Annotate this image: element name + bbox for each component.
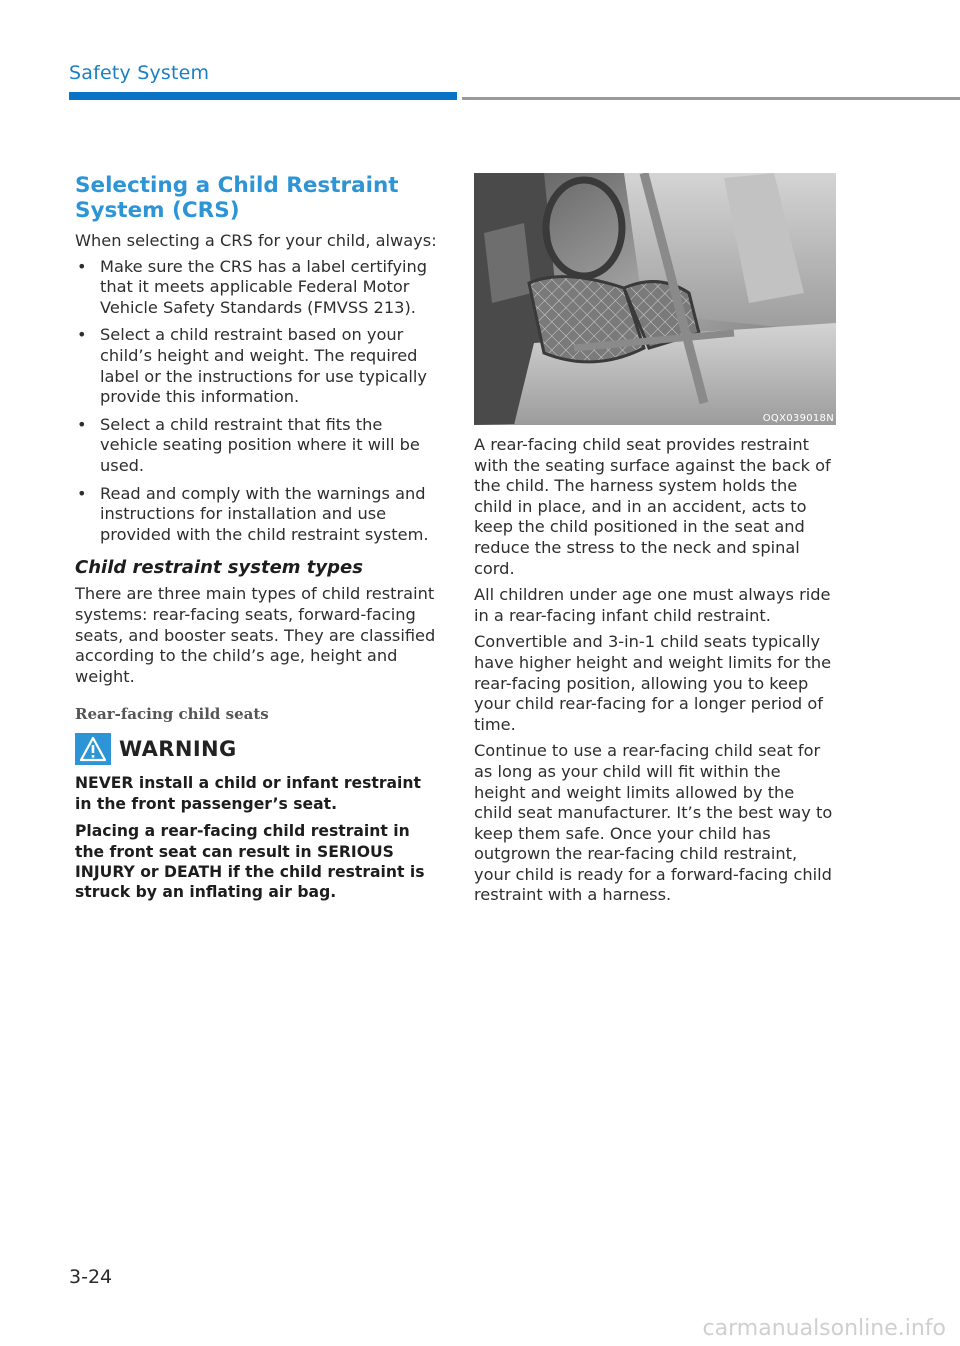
list-item-text: Make sure the CRS has a label certifying that it meets applicable Federal Motor Vehicle Safety Standards (FMVSS 213). — [100, 256, 428, 317]
paragraph: Convertible and 3-in-1 child seats typically have higher height and weight limits for the rear-facing position, allowing you to keep your child rear-facing for a longer period of time. — [474, 632, 832, 734]
header-rule-gray — [462, 97, 960, 100]
warning-text-2: Placing a rear-facing child restraint in the front seat can result in SERIOUS INJURY or DEATH if the child restraint is struck by an inflating air bag. — [75, 822, 425, 902]
list-item-text: Read and comply with the warnings and instructions for installation and use provided with the child restraint system. — [100, 483, 429, 544]
types-text: There are three main types of child restraint systems: rear-facing seats, forward-facing seats, and booster seats. They are classified according to the child’s age, height and weight. — [75, 584, 436, 686]
right-text — [474, 435, 836, 906]
warning-triangle-icon — [75, 733, 111, 765]
warning-label: WARNING — [119, 737, 237, 762]
list-item — [75, 325, 440, 407]
page-header-title: Safety System — [69, 62, 210, 84]
bullet-icon: • — [77, 256, 87, 276]
paragraph: All children under age one must always ride in a rear-facing infant child restraint. — [474, 585, 831, 625]
bullet-icon: • — [77, 483, 87, 503]
list-item — [75, 484, 440, 546]
right-column — [474, 173, 836, 912]
car-seat-photo — [474, 173, 836, 425]
page-number: 3-24 — [69, 1266, 113, 1288]
left-column — [75, 173, 440, 910]
list-item — [75, 415, 440, 477]
requirements-list — [75, 257, 440, 546]
paragraph: Continue to use a rear-facing child seat for as long as your child will fit within the height and weight limits allowed by the child seat manufacturer. It’s the best way to keep them safe. Once your child has outgrown the rear-facing child restraint, your child is ready for a forward-facing child restraint with a harness. — [474, 741, 833, 905]
bullet-icon: • — [77, 325, 87, 345]
header-rule-blue — [69, 92, 457, 100]
bullet-icon: • — [77, 414, 87, 434]
intro-text: When selecting a CRS for your child, always: — [75, 231, 437, 250]
list-item-text: Select a child restraint that fits the vehicle seating position where it will be used. — [100, 414, 420, 475]
rear-facing-heading: Rear-facing child seats — [75, 705, 269, 724]
warning-text-1: NEVER install a child or infant restraint in the front passenger’s seat. — [75, 774, 421, 813]
list-item — [75, 257, 440, 319]
list-item-text: Select a child restraint based on your child’s height and weight. The required label or the instructions for use typically provide this information. — [100, 325, 427, 407]
paragraph: A rear-facing child seat provides restraint with the seating surface against the back of the child. The harness system holds the child in place, and in an accident, acts to keep the child positioned in the seat and reduce the stress to the neck and spinal cord. — [474, 435, 831, 578]
image-code: OQX039018N — [762, 413, 834, 424]
section-title: Selecting a Child Restraint System (CRS) — [75, 173, 399, 223]
watermark: carmanualsonline.info — [702, 1316, 946, 1341]
warning-header — [75, 733, 440, 765]
types-subtitle: Child restraint system types — [75, 557, 363, 579]
